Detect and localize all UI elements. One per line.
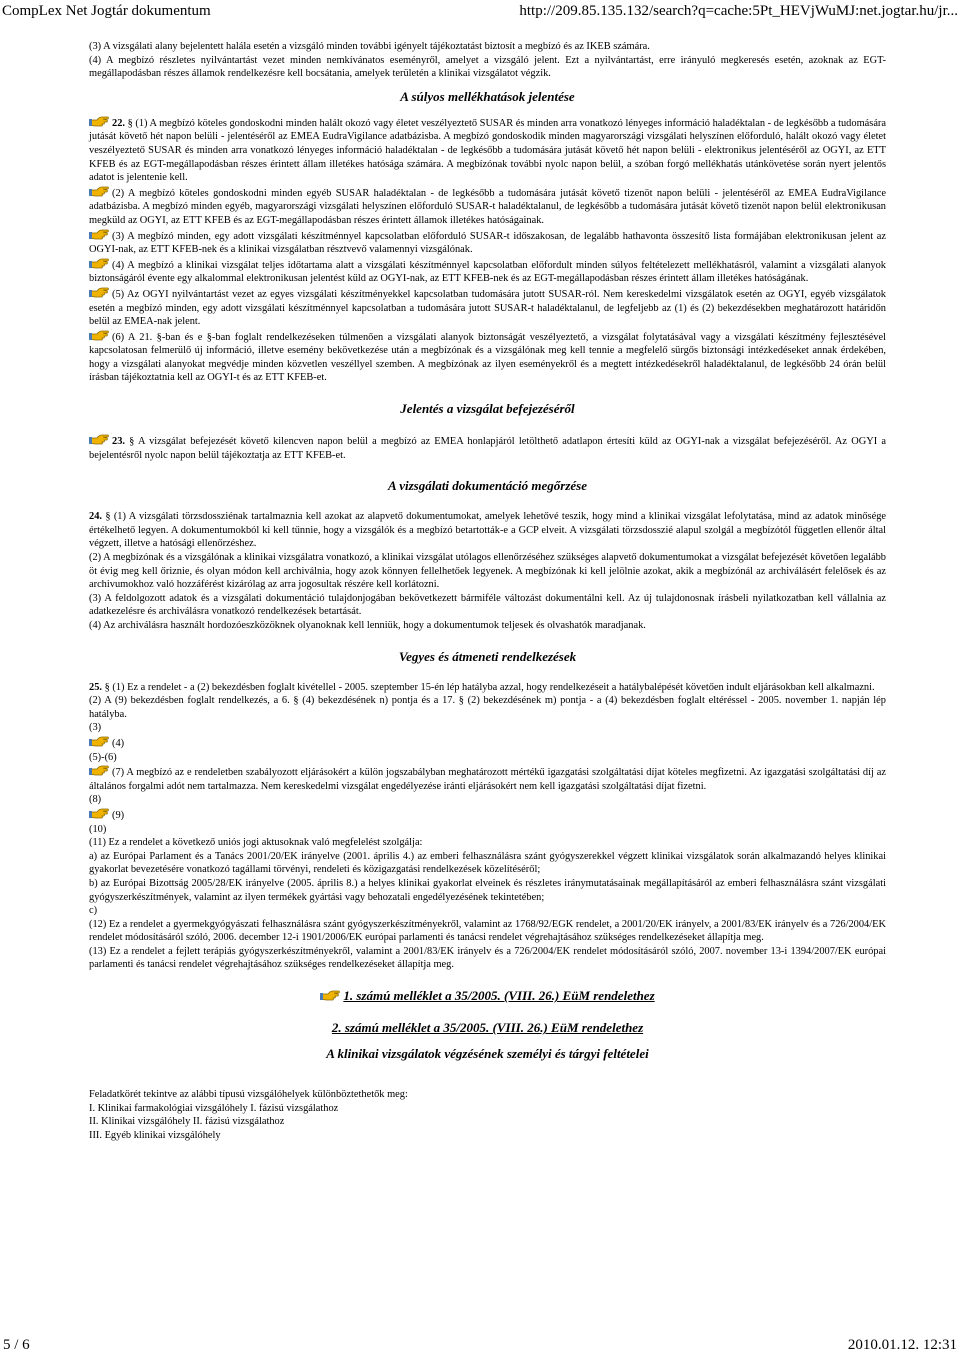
section-number: 25. (89, 681, 102, 693)
paragraph-text: (9) (112, 809, 125, 821)
paragraph-text: a) az Európai Parlament és a Tanács 2001/20/EK irányelve (2001. április 4.) az emberi felhasználásra szánt gyógyszerekkel végzett klinikai vizsgálatok során alkalmazandó helyes klinikai gyakorlat bevezetésére vonatkozó tagállami törvényi, rendeleti és közigazgatási rendelkezések közelítéséről; (89, 850, 886, 876)
paragraph (89, 228, 886, 257)
paragraph-text: (2) A megbízónak és a vizsgálónak a klinikai vizsgálatra vonatkozó, a klinikai vizsgálat utólagos ellenőrzéséhez szükséges alapvető dokumentumokat a vizsgálat befejezését követően legalább öt évig meg kell őriznie, és olyan módon kell archiválnia, hogy azok könnyen fellelhetőek legyenek. A megbízónak ki kell jelölnie azokat, akik a megbízónál az archiválásért felelősek és az archivumokhoz való hozzáférést kizárólag az arra jogosultak részére kell korlátozni. (89, 552, 886, 591)
paragraph (89, 751, 886, 765)
paragraph (89, 735, 886, 751)
paragraph (89, 115, 886, 185)
paragraph-text: (4) Az archiválásra használt hordozóeszközöknek olyanoknak kell lenniük, hogy a dokumentumok teljesek és olvashatók maradjanak. (89, 620, 646, 631)
paragraph (89, 694, 886, 721)
heading-text: A súlyos mellékhatások jelentése (400, 88, 575, 104)
pointing-hand-icon[interactable] (89, 735, 109, 747)
paragraph (89, 904, 886, 918)
pointing-hand-icon[interactable] (89, 286, 109, 298)
paragraph-text: (4) A megbízó részletes nyilvántartást vezet minden nemkívánatos eseményről, amelyet a vizsgáló jelent. Ezt a nyilvántartást, erre irányuló megkeresés esetén, azoknak az EGT-megállapodásban részes államok rendelkezésre kell bocsátania, amelyek területén a klinikai vizsgálatot végzik. (89, 54, 886, 80)
paragraph-text: (3) A megbízó minden, egy adott vizsgálati készítménnyel kapcsolatban előforduló SUSAR-t időszakosan, de legalább hathavonta összesítő lista formájában elektronikusan jelent az OGYI-nak, az ETT KFEB-nek és a klinikai vizsgálatban résztvevő valamennyi vizsgálónak. (89, 230, 886, 256)
document-title: CompLex Net Jogtár dokumentum (2, 3, 211, 19)
paragraph (89, 764, 886, 793)
paragraph (89, 793, 886, 807)
heading-text: 1. számú melléklet a 35/2005. (VIII. 26.) EüM rendelethez (343, 988, 655, 1004)
paragraph-text: (6) A 21. §-ban és e §-ban foglalt rendelkezéseken túlmenően a vizsgálati alanyok biztonságát veszélyeztető, a vizsgálat folytatásával vagy a vizsgálati készítmény fejlesztésével kapcsolatosan felmerülő új információ, illetve esemény bekövetkezése után a megbízónak és a vizsgálónak meg kell tennie a megfelelő sürgős biztonsági intézkedéseket annak érdekében, hogy a vizsgálati alanyokat megvédje minden közvetlen veszéllyel szemben. A megbízónak az ilyen eseményekről és a megtett intézkedésekről haladéktalanul, de legkésőbb 24 órán belül írásban tájékoztatnia kell az OGYI-t és az ETT KFEB-et. (89, 331, 886, 384)
section-heading (89, 478, 886, 494)
paragraph-text: § (1) Ez a rendelet - a (2) bekezdésben foglalt kivétellel - 2005. szeptember 15-én lép hatályba azzal, hogy rendelkezéseit a hatálybalépését követően indult eljárásokban kell alkalmazni. (102, 681, 875, 693)
pointing-hand-icon[interactable] (89, 433, 109, 445)
pointing-hand-icon[interactable] (89, 115, 109, 127)
section-heading (89, 89, 886, 105)
paragraph-text: (4) (112, 737, 125, 749)
paragraph-text: (13) Ez a rendelet a fejlett terápiás gyógyszerkészítményekről, valamint a 2001/83/EK irányelv és a 726/2004/EK rendelet módosításáról szóló, 2007. november 13-i 1394/2007/EK európai parlamenti és tanácsi rendelet végrehajtásához szükséges rendelkezéseket állapítja meg. (89, 945, 886, 971)
section-number: 24. (89, 511, 102, 523)
paragraph-text: § (1) A vizsgálati törzsdossziénak tartalmaznia kell azokat az alapvető dokumentumokat, amelyek lehetővé teszik, hogy mind a klinikai vizsgálat lefolytatása, mind az adatok minősége értékelhető legyen. A dokumentumokból ki kell tűnnie, hogy a vizsgálók és a megbízó betartották-e a GCP elveit. A vizsgálati törzsdosszié alapul szolgál a megbízótól független ellenőr által végzett, illetve a hatósági ellenőrzéshez. (89, 511, 886, 550)
paragraph (89, 823, 886, 837)
paragraph-text: (3) (89, 722, 102, 734)
paragraph-text: (2) A megbízó köteles gondoskodni minden egyéb SUSAR haladéktalan - de legkésőbb a tudomására jutását követő tizenöt napon belüli - jelentéséről az EMEA EudraVigilance adatbázisba. A megbízó minden egyéb, magyarországi vizsgálati helyszínen előforduló SUSAR-t haladéktalanul, de legkésőbb a tudomására jutását követő tizenöt napon belül elektronikusan megküld az OGYI, az ETT KFEB és az EGT-megállapodásban részes érintett államok illetékes hatóságainak. (89, 187, 886, 226)
paragraph (89, 286, 886, 329)
document-body (89, 40, 886, 1142)
paragraph (89, 329, 886, 385)
paragraph (89, 592, 886, 619)
paragraph (89, 1115, 886, 1129)
pointing-hand-icon[interactable] (89, 764, 109, 776)
paragraph (89, 510, 886, 551)
paragraph (89, 551, 886, 592)
paragraph-text: Feladatkörét tekintve az alábbi típusú vizsgálóhelyek különböztethetők meg: (89, 1089, 408, 1101)
paragraph-text: (4) A megbízó a klinikai vizsgálat teljes időtartama alatt a vizsgálati készítménnyel kapcsolatban előfordult minden súlyos feltételezett mellékhatásról, valamint a vizsgálati alanyok biztonságáról évente egy alkalommal elektronikusan jelentést küld az OGYI-nak, az ETT KFEB-nek és az EGT-megállapodásban részes érintett állam illetékes hatóságának. (89, 259, 886, 285)
paragraph-text: (3) A vizsgálati alany bejelentett halála esetén a vizsgáló minden további igényelt tájékoztatást biztosít a megbízó és az IKEB számára. (89, 41, 650, 52)
print-datetime: 2010.01.12. 12:31 (847, 1336, 957, 1353)
paragraph (89, 1088, 886, 1102)
paragraph-text: (7) A megbízó az e rendeletben szabályozott eljárásokért a külön jogszabályban meghatározott mértékű igazgatási szolgáltatási díjat köteles megfizetni. Az igazgatási szolgáltatási díj az általános forgalmi adót nem tartalmazza. Nem kereskedelmi vizsgálat engedélyezése iránti eljárásokért nem kell igazgatási szolgáltatási díjat fizetni. (89, 767, 886, 792)
paragraph-text: (3) A feldolgozott adatok és a vizsgálati dokumentáció tulajdonjogában bekövetkezett bármiféle változást dokumentálni kell. Az új tulajdonosnak írásbeli nyilatkozatban kell vállalnia az adatkezelésre és archiválásra vonatkozó rendelkezések betartását. (89, 592, 886, 618)
pointing-hand-icon[interactable] (320, 989, 340, 1001)
paragraph-text: III. Egyéb klinikai vizsgálóhely (89, 1129, 221, 1141)
paragraph-text: I. Klinikai farmakológiai vizsgálóhely I. fázisú vizsgálathoz (89, 1102, 339, 1114)
section-heading (89, 1046, 886, 1062)
paragraph-text: (2) A (9) bekezdésben foglalt rendelkezés, a 6. § (4) bekezdésének n) pontja és a 17. § (2) bekezdésének m) pontja - a (4) bekezdésben foglalt eltéréssel - 2005. november 1. napján lép hatályba. (89, 695, 886, 720)
paragraph-text: (12) Ez a rendelet a gyermekgyógyászati felhasználásra szánt gyógyszerkészítményekről, valamint az 1768/92/EGK rendelet, a 2001/20/EK irányelv, a 2001/83/EK irányelv és a 726/2004/EK rendelet módosításáról szóló, 2006. december 12-i 1901/2006/EK európai parlamenti és tanácsi rendelet végrehajtásához szükséges rendelkezéseket állapítja meg. (89, 918, 886, 944)
paragraph (89, 918, 886, 945)
section-number: 23. (112, 436, 125, 448)
paragraph (89, 945, 886, 972)
heading-text: Vegyes és átmeneti rendelkezések (398, 648, 577, 664)
heading-text: A vizsgálati dokumentáció megőrzése (388, 478, 587, 494)
paragraph-text: § (1) A megbízó köteles gondoskodni minden halált okozó vagy életet veszélyeztető SUSAR és minden arra vonatkozó lényeges információ haladéktalan - de legkésőbb a tudomására jutását követő hét napon belüli - jelentéséről az EMEA EudraVigilance adatbázisba. A megbízó gondoskodik minden magyarországi vizsgálati helyszínen előforduló, halált okozó vagy életet veszélyeztető SUSAR és minden arra vonatkozó lényeges információ haladéktalan - de legkésőbb a tudomására jutását követő hét napon belüli - elektronikus jelentéséről az OGYI, az ETT KFEB és az EGT-megállapodásban részes érintett állam illetékes hatósága számára. A megbízónak további nyolc napon belül, a szóban forgó mellékhatás utánkövetése során nyert jelentős adatot is jelentenie kell. (89, 117, 886, 184)
heading-text: 2. számú melléklet a 35/2005. (VIII. 26.) EüM rendelethez (331, 1020, 644, 1036)
paragraph (89, 721, 886, 735)
paragraph-text: (5) Az OGYI nyilvántartást vezet az egyes vizsgálati készítményekkel kapcsolatban tudomására jutott SUSAR-ról. Nem kereskedelmi vizsgálatok esetén az OGYI, egyéb vizsgálatok esetén a megbízó minden, egy adott vizsgálati készítménnyel kapcsolatban a tudomására jutott SUSAR-t haladéktalanul, de legfeljebb az (1) és (2) bekezdésekben meghatározott határidőn belül az EMEA-nak jelent. (89, 288, 886, 328)
pointing-hand-icon[interactable] (89, 329, 109, 341)
paragraph (89, 54, 886, 81)
pointing-hand-icon[interactable] (89, 257, 109, 269)
page-number: 5 / 6 (3, 1336, 30, 1353)
paragraph (89, 40, 886, 54)
paragraph-text: b) az Európai Bizottság 2005/28/EK irányelve (2005. április 8.) a helyes klinikai gyakorlat elveinek és részletes iránymutatásainak megállapításáról az emberi felhasználásra szánt vizsgálati gyógyszerkészítmények, valamint az ilyen termékek gyártási vagy behozatali engedélyezésének tekintetében; (89, 877, 886, 903)
section-heading[interactable] (89, 1020, 886, 1036)
pointing-hand-icon[interactable] (89, 807, 109, 819)
page-footer (0, 1336, 960, 1354)
section-number: 22. (112, 117, 125, 129)
paragraph-text: c) (89, 905, 98, 917)
heading-text: A klinikai vizsgálatok végzésének személyi és tárgyi feltételei (326, 1046, 649, 1062)
pointing-hand-icon[interactable] (89, 228, 109, 240)
browser-header (0, 0, 960, 22)
paragraph-text: II. Klinikai vizsgálóhely II. fázisú vizsgálathoz (89, 1116, 285, 1128)
section-heading (89, 649, 886, 665)
paragraph (89, 1129, 886, 1143)
paragraph (89, 681, 886, 695)
paragraph (89, 257, 886, 286)
section-heading (89, 401, 886, 417)
paragraph-text: (11) Ez a rendelet a következő uniós jogi aktusoknak való megfelelést szolgálja: (89, 837, 423, 849)
paragraph-text: (5)-(6) (89, 751, 117, 763)
pointing-hand-icon[interactable] (89, 185, 109, 197)
paragraph (89, 1102, 886, 1116)
paragraph (89, 877, 886, 904)
section-heading[interactable] (89, 988, 886, 1004)
paragraph (89, 433, 886, 462)
paragraph-text: § A vizsgálat befejezését követő kilencven napon belül a megbízó az EMEA honlapjáról letölthető adatlapon értesíti küld az OGYI-nak a vizsgálat befejezéséről. Az OGYI a bejelentésről nyolc napon belül tájékoztatja az ETT KFEB-et. (89, 436, 886, 461)
heading-text: Jelentés a vizsgálat befejezéséről (400, 401, 575, 417)
paragraph-text: (8) (89, 794, 102, 806)
paragraph (89, 850, 886, 877)
paragraph (89, 836, 886, 850)
paragraph-text: (10) (89, 823, 107, 835)
paragraph (89, 807, 886, 823)
page-url[interactable]: http://209.85.135.132/search?q=cache:5Pt_HEVjWuMJ:net.jogtar.hu/jr... (519, 3, 958, 19)
paragraph (89, 619, 886, 633)
paragraph (89, 185, 886, 228)
